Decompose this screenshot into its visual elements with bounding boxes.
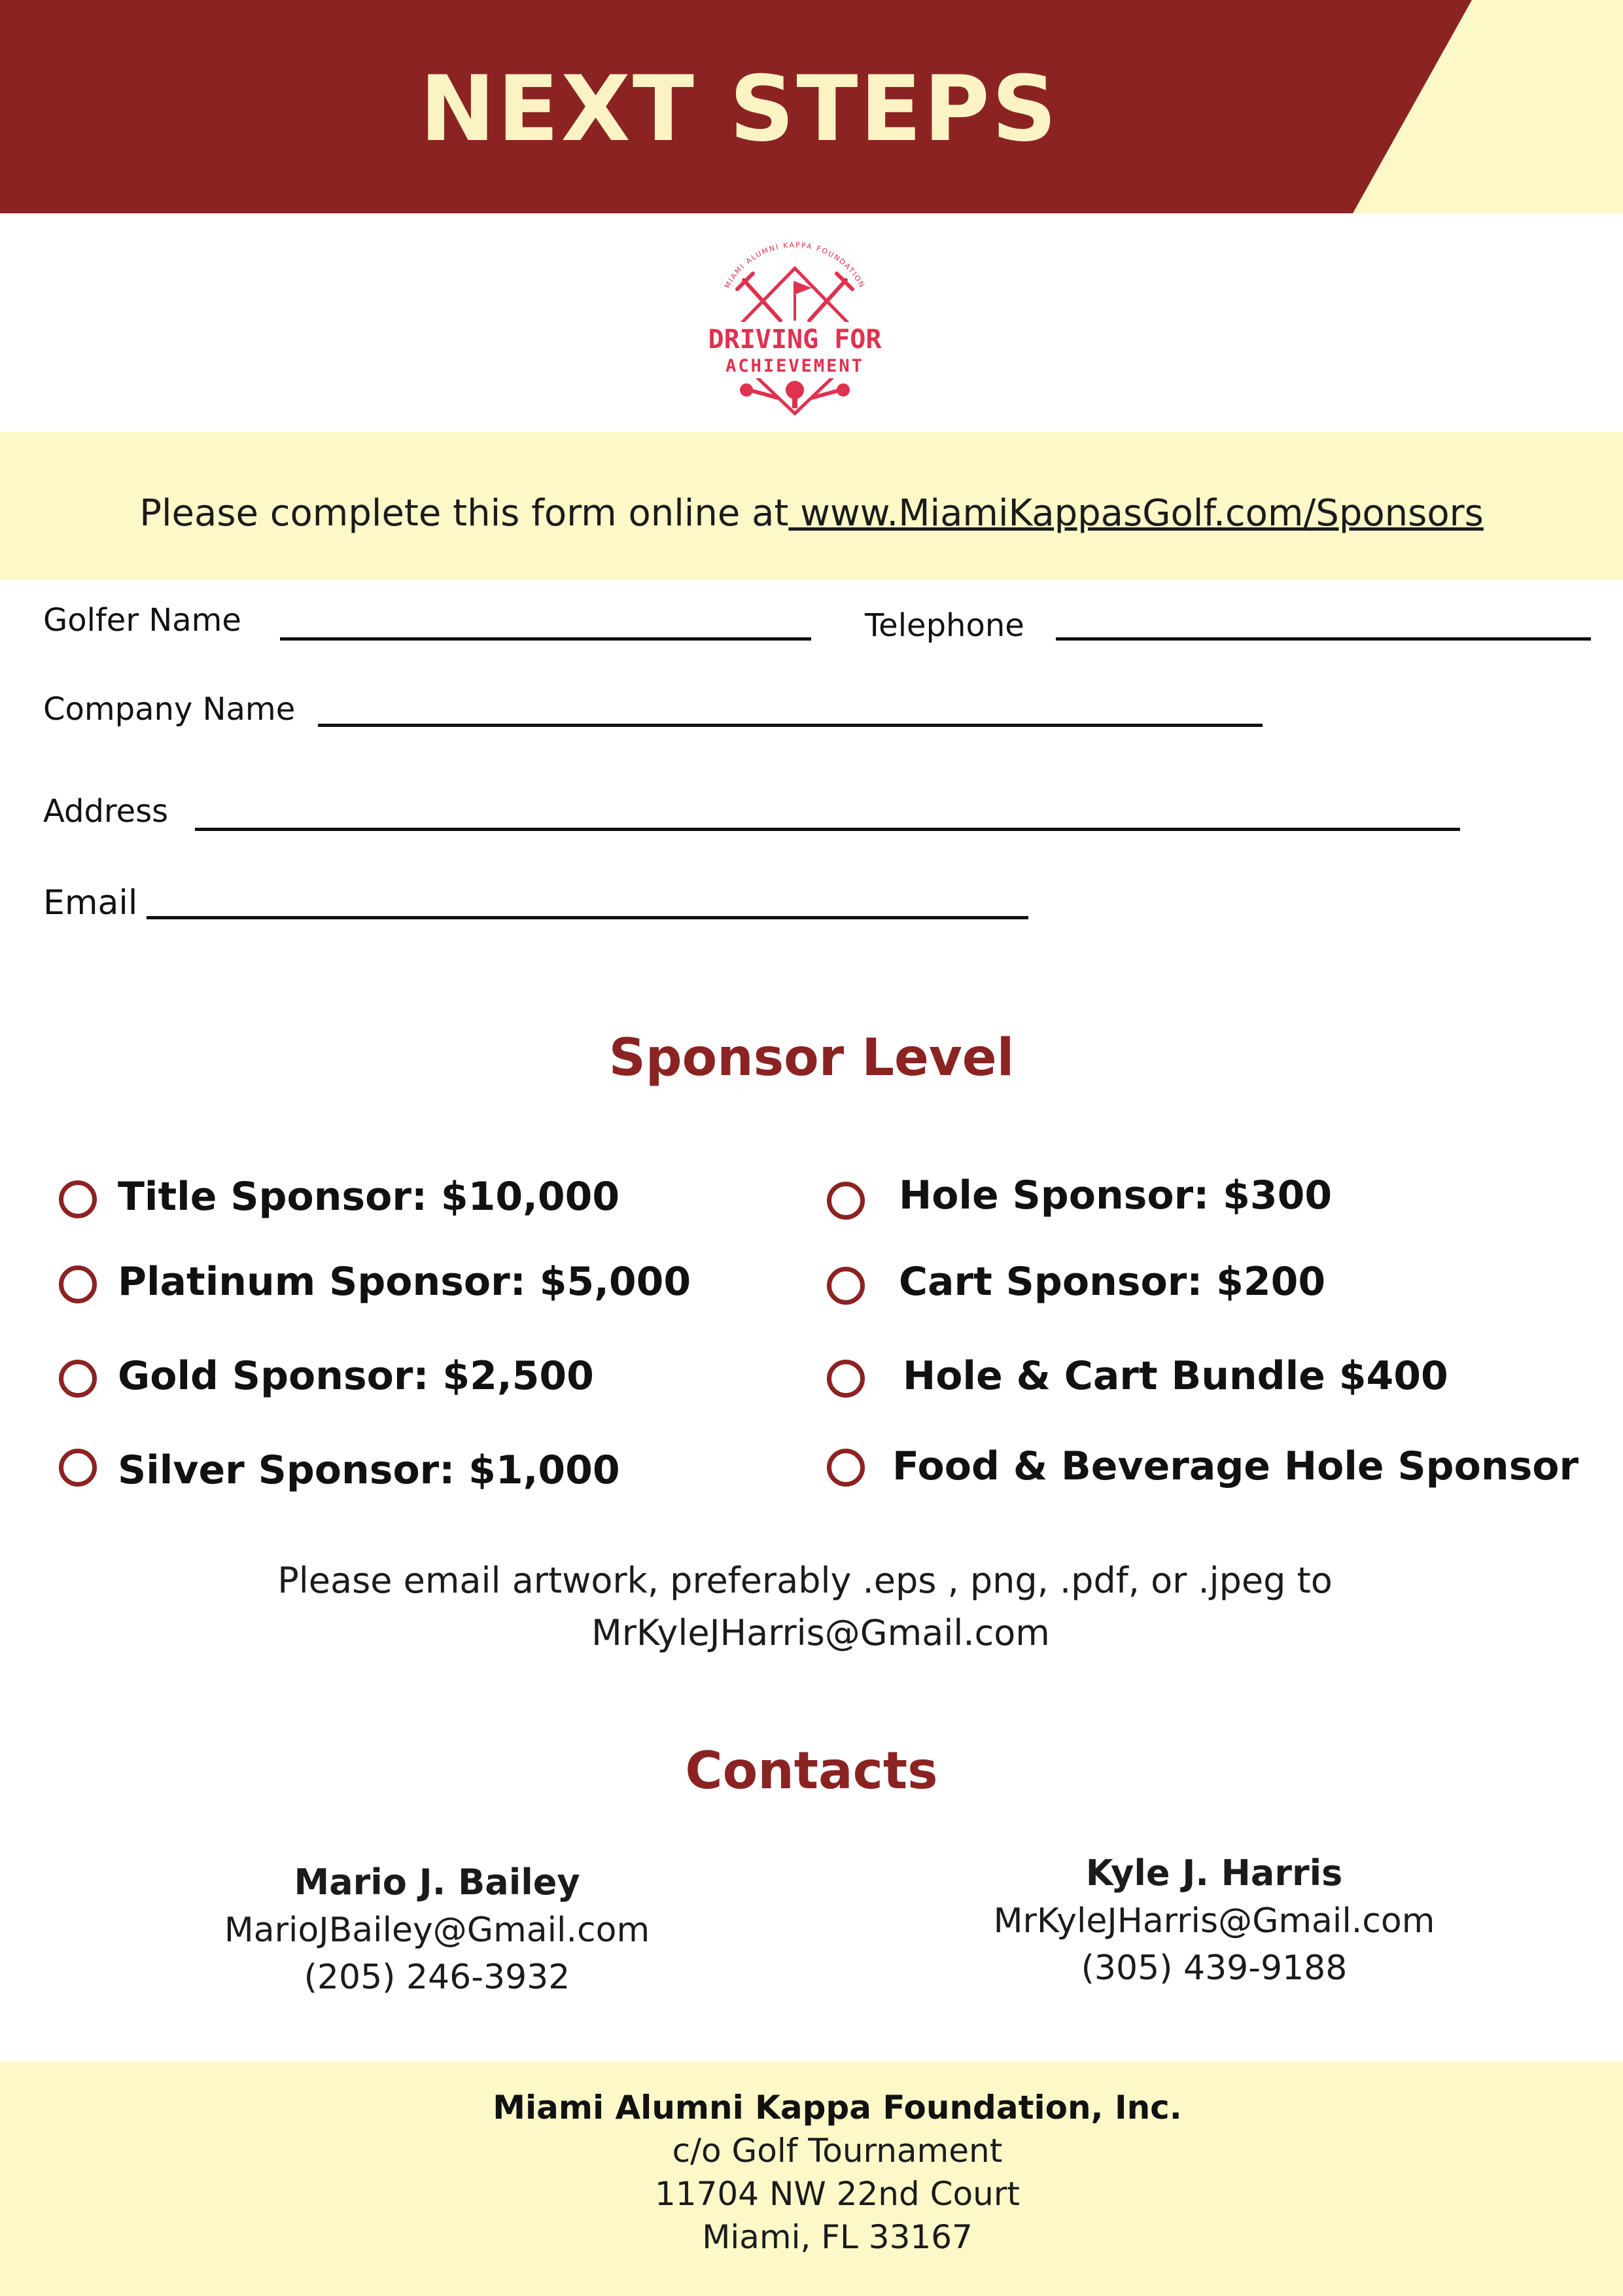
company-name-field[interactable]: [318, 724, 1263, 727]
platinum-sponsor-label: Platinum Sponsor: $5,000: [118, 1259, 691, 1305]
food-beverage-sponsor-label: Food & Beverage Hole Sponsor: [892, 1443, 1579, 1489]
cart-sponsor-label: Cart Sponsor: $200: [899, 1259, 1326, 1305]
contact-card-mario: [175, 1858, 699, 2001]
logo-arc-text: MIAMI ALUMNI KAPPA FOUNDATION: [723, 242, 867, 290]
contact-phone: (205) 246-3932: [304, 1958, 570, 1997]
contact-email[interactable]: MrKyleJHarris@Gmail.com: [993, 1901, 1435, 1941]
golf-ball-tee-icon: [786, 381, 804, 408]
hole-sponsor-label: Hole Sponsor: $300: [899, 1173, 1333, 1218]
driving-for-achievement-logo: [697, 242, 893, 425]
cart-sponsor-radio[interactable]: [827, 1267, 865, 1305]
golfer-name-label: Golfer Name: [43, 602, 241, 639]
email-field[interactable]: [147, 916, 1028, 919]
logo-emblem: [697, 242, 893, 425]
contact-name: Kyle J. Harris: [1085, 1852, 1343, 1894]
silver-sponsor-radio[interactable]: [59, 1449, 97, 1487]
title-sponsor-radio[interactable]: [59, 1180, 97, 1218]
golf-flag-icon: [795, 281, 812, 321]
telephone-field[interactable]: [1056, 637, 1591, 641]
footer-line3: Miami, FL 33167: [702, 2218, 973, 2256]
online-form-notice-band: [0, 432, 1623, 580]
silver-sponsor-label: Silver Sponsor: $1,000: [118, 1447, 620, 1493]
telephone-label: Telephone: [865, 607, 1024, 644]
hole-cart-bundle-label: Hole & Cart Bundle $400: [903, 1353, 1448, 1399]
address-label: Address: [43, 793, 169, 830]
footer-org-name: Miami Alumni Kappa Foundation, Inc.: [493, 2089, 1182, 2127]
contact-card-kyle: [952, 1849, 1476, 1992]
title-sponsor-label: Title Sponsor: $10,000: [118, 1174, 620, 1220]
online-form-notice: [0, 492, 1623, 535]
address-field[interactable]: [195, 828, 1460, 831]
logo-line1: DRIVING FOR: [708, 325, 882, 355]
food-beverage-sponsor-radio[interactable]: [827, 1449, 865, 1487]
header-banner: [0, 0, 1623, 213]
sponsors-url-link[interactable]: www.MiamiKappasGolf.com/Sponsors: [788, 492, 1484, 535]
gold-sponsor-radio[interactable]: [59, 1360, 97, 1398]
online-notice-text: Please complete this form online at: [139, 492, 789, 535]
artwork-note-line1: Please email artwork, preferably .eps , png, .pdf, or .jpeg to: [277, 1560, 1333, 1601]
sponsor-level-heading: Sponsor Level: [608, 1029, 1015, 1087]
gold-sponsor-label: Gold Sponsor: $2,500: [118, 1353, 594, 1399]
contact-email[interactable]: MarioJBailey@Gmail.com: [224, 1911, 650, 1950]
contacts-heading: Contacts: [685, 1742, 938, 1801]
hole-cart-bundle-radio[interactable]: [827, 1360, 865, 1398]
contact-phone: (305) 439-9188: [1081, 1949, 1348, 1988]
artwork-email[interactable]: MrKyleJHarris@Gmail.com: [591, 1612, 1050, 1653]
hole-sponsor-radio[interactable]: [827, 1182, 865, 1220]
platinum-sponsor-radio[interactable]: [59, 1265, 97, 1303]
footer-line1: c/o Golf Tournament: [672, 2132, 1003, 2170]
page-title: NEXT STEPS: [419, 56, 1059, 162]
footer-line2: 11704 NW 22nd Court: [655, 2175, 1020, 2213]
logo-line2: ACHIEVEMENT: [725, 356, 864, 376]
company-name-label: Company Name: [43, 691, 296, 728]
email-label: Email: [43, 883, 138, 923]
footer-address-block: [0, 2061, 1623, 2296]
golfer-name-field[interactable]: [280, 637, 811, 641]
contact-name: Mario J. Bailey: [294, 1862, 580, 1903]
